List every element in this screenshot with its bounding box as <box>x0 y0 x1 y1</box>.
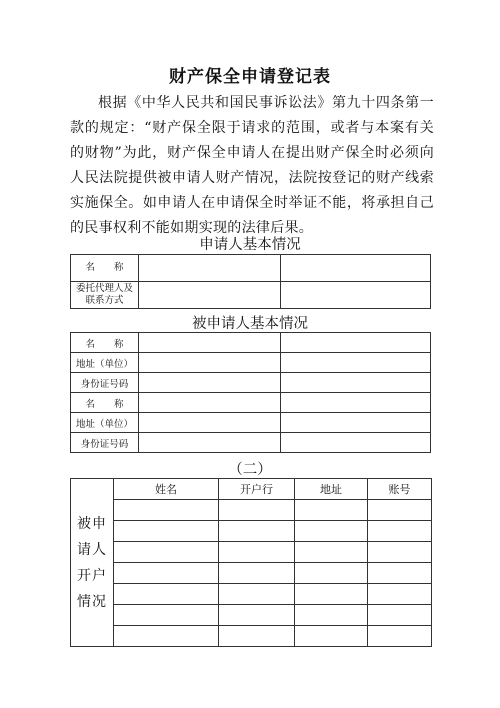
account-cell[interactable] <box>114 605 219 626</box>
table-row <box>71 584 432 605</box>
account-cell[interactable] <box>368 626 432 647</box>
account-cell[interactable] <box>114 584 219 605</box>
respondent-account-table <box>70 478 432 647</box>
applicant-name-extra-field[interactable] <box>281 255 431 282</box>
agent-field[interactable] <box>139 282 281 309</box>
respondent-field[interactable] <box>139 393 281 413</box>
account-cell[interactable] <box>114 542 219 563</box>
account-cell[interactable] <box>295 500 368 521</box>
respondent-account-side-label <box>71 479 114 647</box>
form-title: 财产保全申请登记表 <box>169 67 331 87</box>
agent-contact-label <box>71 282 139 309</box>
name-label: 名 称 <box>71 393 139 413</box>
respondent-field[interactable] <box>139 333 281 353</box>
side-label-line: 请人 <box>77 541 107 558</box>
contact-field[interactable] <box>281 282 431 309</box>
side-label-line: 被申 <box>77 515 107 532</box>
account-cell[interactable] <box>295 563 368 584</box>
account-cell[interactable] <box>219 626 295 647</box>
table-row <box>71 563 432 584</box>
id-number-label: 身份证号码 <box>71 433 139 453</box>
account-cell[interactable] <box>368 605 432 626</box>
agent-contact-label-line1: 委托代理人及 <box>75 283 133 294</box>
account-cell[interactable] <box>219 521 295 542</box>
account-cell[interactable] <box>368 500 432 521</box>
agent-contact-label-line2: 联系方式 <box>85 295 124 306</box>
respondent-field[interactable] <box>139 413 281 433</box>
name-label: 名 称 <box>71 255 139 282</box>
respondent-field[interactable] <box>281 353 431 373</box>
account-cell[interactable] <box>295 584 368 605</box>
respondent-table <box>70 332 431 453</box>
part-two-title: （二） <box>228 462 272 478</box>
table-row <box>71 333 431 353</box>
column-header-name: 姓名 <box>114 479 219 500</box>
account-cell[interactable] <box>368 563 432 584</box>
applicant-section-title: 申请人基本情况 <box>199 237 301 253</box>
intro-paragraph: 根据《中华人民共和国民事诉讼法》第九十四条第一款的规定：“财产保全限于请求的范围，或者与本案有关的财物”为此，财产保全申请人在提出财产保全时必须向人民法院提供被申请人财产情况，法院按登记的财产线索实施保全。如申请人在申请保全时举证不能，将承担自己的民事权利不能如期实现的法律后果。 <box>70 95 434 236</box>
respondent-field[interactable] <box>139 353 281 373</box>
account-cell[interactable] <box>295 605 368 626</box>
table-row <box>71 255 431 282</box>
column-header-account: 账号 <box>368 479 432 500</box>
respondent-field[interactable] <box>281 433 431 453</box>
table-row <box>71 479 432 500</box>
table-row <box>71 393 431 413</box>
applicant-table <box>70 254 431 309</box>
table-row <box>71 433 431 453</box>
id-number-label: 身份证号码 <box>71 373 139 393</box>
side-label-line: 情况 <box>77 593 107 610</box>
table-row <box>71 500 432 521</box>
table-row <box>71 353 431 373</box>
table-row <box>71 282 431 309</box>
table-row <box>71 542 432 563</box>
name-label: 名 称 <box>71 333 139 353</box>
account-cell[interactable] <box>219 542 295 563</box>
respondent-field[interactable] <box>281 393 431 413</box>
account-cell[interactable] <box>368 584 432 605</box>
respondent-field[interactable] <box>281 373 431 393</box>
column-header-address: 地址 <box>295 479 368 500</box>
applicant-name-field[interactable] <box>139 255 281 282</box>
respondent-field[interactable] <box>281 333 431 353</box>
address-label: 地址（单位） <box>71 353 139 373</box>
account-cell[interactable] <box>114 626 219 647</box>
account-cell[interactable] <box>219 500 295 521</box>
respondent-field[interactable] <box>139 433 281 453</box>
account-cell[interactable] <box>295 542 368 563</box>
respondent-field[interactable] <box>281 413 431 433</box>
table-row <box>71 413 431 433</box>
table-row <box>71 605 432 626</box>
side-label-line: 开户 <box>77 567 107 584</box>
account-cell[interactable] <box>295 626 368 647</box>
account-cell[interactable] <box>114 563 219 584</box>
address-label: 地址（单位） <box>71 413 139 433</box>
account-cell[interactable] <box>219 605 295 626</box>
account-cell[interactable] <box>368 542 432 563</box>
respondent-field[interactable] <box>139 373 281 393</box>
account-cell[interactable] <box>219 563 295 584</box>
account-cell[interactable] <box>114 500 219 521</box>
account-cell[interactable] <box>219 584 295 605</box>
table-row <box>71 521 432 542</box>
respondent-section-title: 被申请人基本情况 <box>192 316 308 332</box>
column-header-bank: 开户行 <box>219 479 295 500</box>
table-row <box>71 626 432 647</box>
account-cell[interactable] <box>295 521 368 542</box>
account-cell[interactable] <box>114 521 219 542</box>
table-row <box>71 373 431 393</box>
account-cell[interactable] <box>368 521 432 542</box>
